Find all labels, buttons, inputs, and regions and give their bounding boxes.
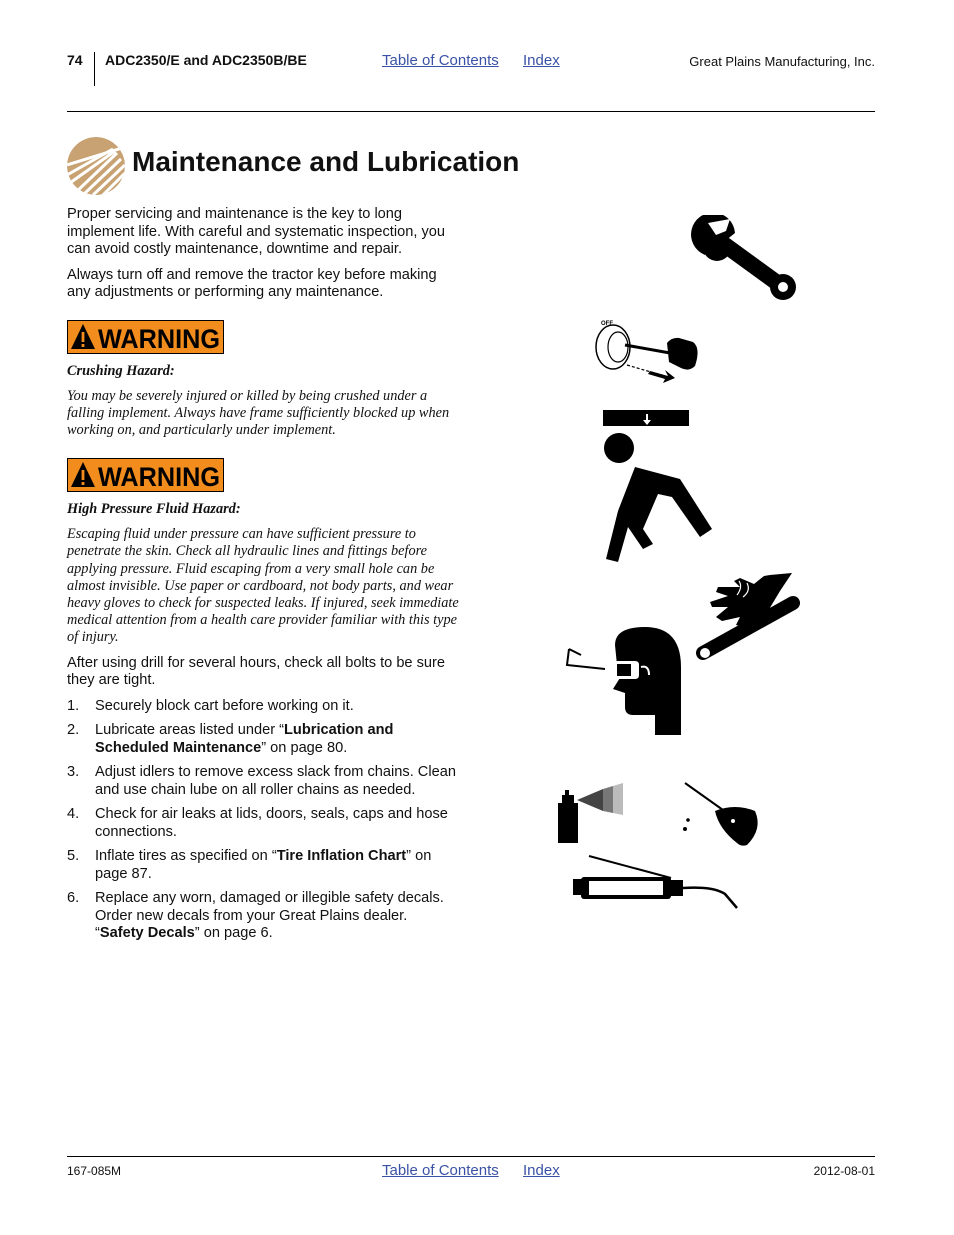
grease-gun-icon [573, 856, 737, 908]
crushing-hazard-icon [603, 410, 712, 562]
high-pressure-fluid-icon [700, 573, 793, 658]
hazard-text: Escaping fluid under pressure can have sufficient pressure to penetrate the skin. Check all hydraulic lines and fittings before applying pressure. Fluid escaping from a very small hole can be almost invisible. Use paper or cardboard, not body parts, and wear heavy gloves to check for suspected leaks. If injured, seek immediate medical attention from a health care provider familiar with this type of injury. [67, 526, 459, 646]
body-column [67, 206, 459, 950]
spray-can-icon [558, 783, 623, 843]
page-footer [67, 1162, 875, 1182]
ignition-key-icon [596, 321, 698, 383]
great-plains-logo-icon [67, 137, 125, 195]
hazard-text: You may be severely injured or killed by being crushed under a falling implement. Always have frame sufficiently blocked up when working on, and particularly under implement. [67, 388, 450, 439]
list-item: 3. Adjust idlers to remove excess slack from chains. Clean and use chain lube on all roller chains as needed. [67, 764, 456, 798]
list-item: 5. Inflate tires as specified on “Tire Inflation Chart” on page 87. [67, 848, 432, 882]
maintenance-steps [67, 698, 459, 943]
page-title: Maintenance and Lubrication [132, 146, 520, 177]
index-link[interactable]: Index [523, 1162, 560, 1179]
toc-link[interactable]: Table of Contents [382, 1162, 499, 1179]
model-name: ADC2350/E and ADC2350B/BE [105, 52, 307, 68]
index-link[interactable]: Index [523, 52, 560, 69]
header-rule [67, 111, 875, 112]
list-item: 1. Securely block cart before working on it. [67, 697, 354, 714]
hazard-title: High Pressure Fluid Hazard: [67, 501, 241, 518]
oil-can-icon [683, 783, 758, 846]
page-number: 74 [67, 52, 83, 68]
intro-paragraph: Always turn off and remove the tractor key before making any adjustments or performing any maintenance. [67, 266, 437, 300]
list-item: 2. Lubricate areas listed under “Lubrication and Scheduled Maintenance” on page 80. [67, 722, 394, 756]
footer-rule [67, 1156, 875, 1157]
company-name: Great Plains Manufacturing, Inc. [689, 54, 875, 69]
warning-label [67, 320, 224, 354]
list-item: 6. Replace any worn, damaged or illegible safety decals. Order new decals from your Great Plains dealer. “Safety Decals” on page 6. [67, 890, 444, 942]
part-number: 167-085M [67, 1164, 122, 1178]
intro-paragraph: Proper servicing and maintenance is the key to long implement life. With careful and systematic inspection, you can avoid costly maintenance, downtime and repair. [67, 206, 445, 257]
warning-text: WARNING [98, 323, 220, 354]
list-item: 4. Check for air leaks at lids, doors, seals, caps and hose connections. [67, 806, 448, 840]
wrench-icon [691, 215, 796, 300]
revision-date: 2012-08-01 [813, 1164, 875, 1178]
safety-goggles-icon [567, 627, 681, 735]
page-header [67, 52, 875, 72]
hazard-title: Crushing Hazard: [67, 363, 175, 379]
maintenance-illustrations [555, 215, 805, 915]
warning-text: WARNING [98, 461, 220, 492]
header-divider [94, 52, 95, 86]
warning-label [67, 458, 224, 492]
toc-link[interactable]: Table of Contents [382, 52, 499, 69]
off-label: OFF [601, 321, 613, 327]
after-use-paragraph: After using drill for several hours, check all bolts to be sure they are tight. [67, 654, 445, 689]
